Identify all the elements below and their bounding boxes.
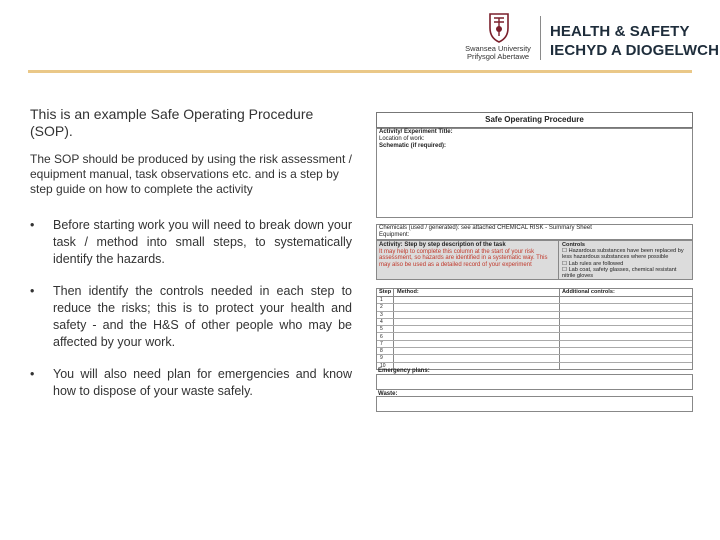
activity-hint: It may help to complete this column at the start of your risk assessment, so hazards are identified in a systematic way. This may also be used as a detailed record of your experiment — [379, 248, 548, 268]
table-row — [377, 334, 692, 341]
steps-table — [376, 288, 693, 370]
header-title-english: HEALTH & SAFETY — [550, 23, 690, 40]
chemicals-label: Chemicals (used / generated): see attached CHEMICAL RISK - Summary Sheet — [379, 225, 592, 231]
additional-controls-col-header: Additional controls: — [562, 289, 615, 295]
step-number: 8 — [380, 348, 383, 355]
schematic-label: Schematic (if required): — [379, 143, 447, 149]
table-row — [377, 326, 692, 333]
step-col-header: Step — [379, 289, 392, 295]
chemicals-box — [376, 224, 693, 240]
emergency-box — [376, 374, 693, 390]
activity-section — [376, 240, 693, 280]
header-title-welsh: IECHYD A DIOGELWCH — [550, 42, 720, 59]
university-name — [460, 45, 536, 61]
bullet-text: Before starting work you will need to break down your task / method into small steps, to systematically identify the hazards. — [53, 218, 352, 266]
university-name-welsh: Prifysgol Abertawe — [466, 52, 530, 61]
controls-heading: Controls — [562, 242, 585, 248]
list-item — [30, 217, 352, 268]
step-number: 10 — [380, 362, 386, 369]
control-item: ☐ Lab rules are followed — [562, 260, 624, 267]
step-number: 1 — [380, 297, 383, 303]
note-text: The SOP should be produced by using the risk assessment / equipment manual, task observations etc. and is a step by step guide on how to complete the activity — [30, 152, 352, 196]
bullet-glyph: • — [30, 284, 35, 298]
waste-label: Waste: — [378, 391, 398, 397]
sop-form-image — [376, 112, 693, 412]
form-title: Safe Operating Procedure — [376, 112, 693, 128]
bullet-text: You will also need plan for emergencies and know how to dispose of your waste safely. — [53, 367, 352, 398]
bullet-text: Then identify the controls needed in each step to reduce the risks; this is to protect your health and safety - and the H&S of other people who may be affected by your work. — [53, 284, 352, 349]
step-number: 4 — [380, 318, 383, 325]
table-row — [377, 297, 692, 304]
table-row — [377, 304, 692, 311]
table-row — [377, 319, 692, 326]
step-number: 9 — [380, 355, 383, 362]
logo-divider — [540, 16, 541, 60]
header — [0, 0, 720, 72]
step-number: 6 — [380, 333, 383, 340]
step-number: 7 — [380, 340, 383, 347]
table-row — [377, 312, 692, 319]
activity-description — [377, 241, 559, 279]
waste-box — [376, 396, 693, 412]
list-item — [30, 366, 352, 400]
form-header-box — [376, 128, 693, 218]
step-number: 2 — [380, 304, 383, 311]
emergency-label: Emergency plans: — [378, 368, 430, 374]
bullet-glyph: • — [30, 218, 35, 232]
table-row — [377, 348, 692, 355]
location-label: Location of work: — [379, 136, 425, 142]
controls-column — [559, 241, 692, 279]
university-name-english: Swansea University — [465, 44, 531, 53]
method-col-header: Method: — [397, 289, 419, 295]
equipment-label: Equipment: — [379, 232, 410, 238]
activity-heading: Activity: Step by step description of the task — [379, 242, 506, 248]
control-item: ☐ Lab coat, safety glasses, chemical resistant nitrile gloves — [562, 266, 677, 280]
table-row — [377, 355, 692, 362]
university-crest-icon — [484, 12, 514, 44]
header-accent-bar — [28, 70, 692, 73]
bullet-list — [30, 217, 352, 400]
control-item: ☐ Hazardous substances have been replaced by less hazardous substances where possible — [562, 248, 684, 261]
intro-text: This is an example Safe Operating Procedure (SOP). — [30, 106, 314, 139]
content-text — [30, 106, 352, 415]
step-number: 3 — [380, 311, 383, 318]
steps-table-header — [377, 289, 692, 297]
list-item — [30, 283, 352, 351]
activity-title-label: Activity/ Experiment Title: — [379, 129, 453, 135]
step-number: 5 — [380, 326, 383, 333]
table-row — [377, 341, 692, 348]
bullet-glyph: • — [30, 367, 35, 381]
header-title — [550, 22, 719, 60]
